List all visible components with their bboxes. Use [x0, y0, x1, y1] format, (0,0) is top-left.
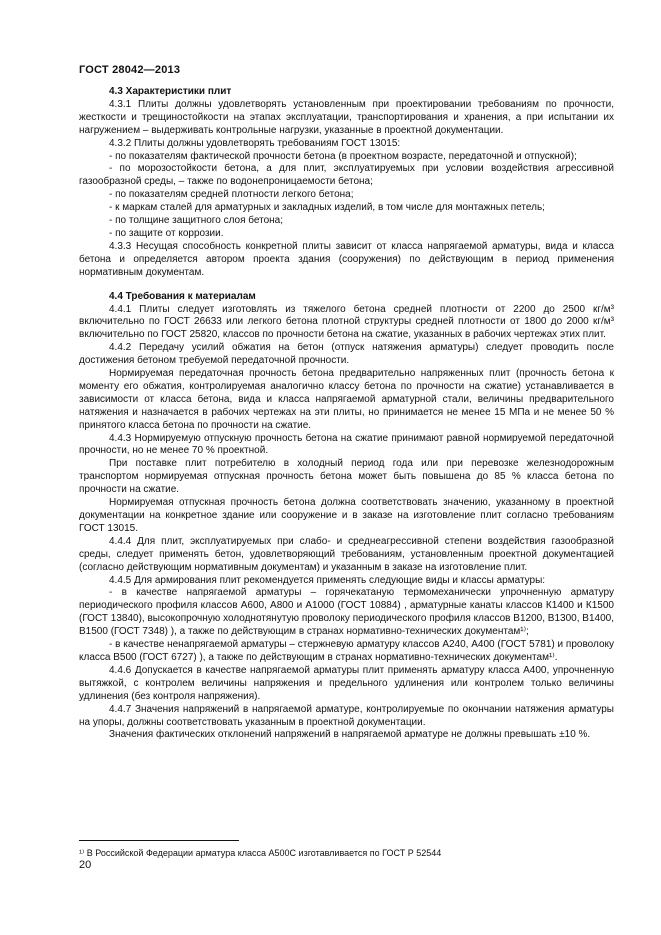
- paragraph: 4.4.5 Для армирования плит рекомендуется применять следующие виды и классы арматуры:: [109, 574, 546, 586]
- section-heading: 4.4 Требования к материалам: [109, 290, 256, 302]
- list-item: - по защите от коррозии.: [109, 227, 224, 239]
- paragraph: Нормируемая отпускная прочность бетона должна соответствовать значению, указанному в проектной документации на конкретное здание или сооружение и в заказе на изготовление плит согласно требованиям ГОСТ 13015.: [79, 497, 614, 534]
- paragraph: 4.4.6 Допускается в качестве напрягаемой арматуры плит применять арматуру класса А400, упрочненную вытяжкой, с контролем величины напряжения и предельного удлинения или контролем только величины удлинения (без контроля напряжения).: [79, 664, 614, 702]
- paragraph: 4.3.3 Несущая способность конкретной плиты зависит от класса напрягаемой арматуры, вида и класса бетона и определяется автором проекта здания (сооружения) по действующим в период применения нормативным документам.: [79, 240, 614, 278]
- paragraph: 4.3.2 Плиты должны удовлетворять требованиям ГОСТ 13015:: [109, 137, 401, 149]
- page-header: ГОСТ 28042—2013: [79, 64, 181, 76]
- paragraph: 4.4.4 Для плит, эксплуатируемых при слабо- и среднеагрессивной степени воздействия газообразной среды, следует применять бетон, удовлетворяющий требованиям, установленным проектной документацией (согласно действующим нормативным документам) и указанным в заказе на изготовление плит.: [79, 535, 614, 573]
- paragraph: 4.4.7 Значения напряжений в напрягаемой арматуре, контролируемые по окончании натяжения арматуры на упоры, должны соответствовать указанным в проектной документации.: [79, 703, 614, 728]
- document-body: [79, 86, 614, 742]
- list-item: - по морозостойкости бетона, а для плит, эксплуатируемых при условии воздействия агрессивной газообразной среды, – также по водонепроницаемости бетона;: [79, 163, 614, 188]
- footnote-divider: [79, 840, 239, 841]
- paragraph: Нормируемая передаточная прочность бетона предварительно напряженных плит (прочность бетона к моменту его обжатия, контролируемая аналогично классу бетона по прочности на сжатие) устанавливается в зависимости от класса бетона, вида и класса напрягаемой арматурной стали, величины предварительного натяжения и назначается в рабочих чертежах на эти плиты, но принимается не менее 15 МПа и не менее 50 % принятого класса бетона по прочности на сжатие.: [79, 368, 614, 431]
- paragraph: 4.4.2 Передачу усилий обжатия на бетон (отпуск натяжения арматуры) следует проводить после достижения бетоном требуемой передаточной прочности.: [79, 342, 614, 367]
- list-item: - по показателям средней плотности легкого бетона;: [109, 189, 354, 201]
- paragraph: При поставке плит потребителю в холодный период года или при перевозке железнодорожным транспортом нормируемая отпускная прочность бетона может быть повышена до 85 % класса бетона по прочности на сжатие.: [79, 458, 614, 496]
- paragraph: 4.4.1 Плиты следует изготовлять из тяжелого бетона средней плотности от 2200 до 2500 кг/м³ включительно по ГОСТ 26633 или легкого бетона плотной структуры средней плотности от 1800 до 2000 кг/м³ включительно по ГОСТ 25820, классов по прочности бетона на сжатие, указанных в рабочих чертежах этих плит.: [79, 303, 614, 341]
- paragraph: 4.3.1 Плиты должны удовлетворять установленным при проектировании требованиям по прочности, жесткости и трещиностойкости на этапах эксплуатации, транспортирования и хранения, а при испытании их нагружением – выдерживать контрольные нагрузки, указанные в проектной документации.: [79, 98, 614, 136]
- list-item: - в качестве напрягаемой арматуры – горячекатаную термомеханически упрочненную арматуру периодического профиля классов А600, А800 и А1000 (ГОСТ 10884) , арматурные канаты классов К1400 и К1500 (ГОСТ 13840), высокопрочную холоднотянутую проволоку периодического профиля классов В1200, В1300, В1400, В1500 (ГОСТ 7348) ), а также по действующим в странах нормативно-технических документам¹⁾;: [79, 587, 614, 638]
- paragraph: Значения фактических отклонений напряжений в напрягаемой арматуре не должны превышать ±10 %.: [109, 729, 591, 741]
- page-number: 20: [79, 859, 92, 871]
- section-heading: 4.3 Характеристики плит: [109, 86, 232, 97]
- list-item: - к маркам сталей для арматурных и закладных изделий, в том числе для монтажных петель;: [109, 202, 545, 214]
- list-item: - в качестве ненапрягаемой арматуры – стержневую арматуру классов А240, А400 (ГОСТ 5781) и проволоку класса В500 (ГОСТ 6727) ), а также по действующим в странах нормативно-технических документам¹⁾.: [79, 639, 614, 663]
- list-item: - по толщине защитного слоя бетона;: [109, 215, 284, 227]
- footnote: ¹⁾ В Российской Федерации арматура класса А500С изготавливается по ГОСТ Р 52544: [79, 848, 442, 858]
- list-item: - по показателям фактической прочности бетона (в проектном возрасте, передаточной и отпускной);: [109, 150, 577, 162]
- paragraph: 4.4.3 Нормируемую отпускную прочность бетона на сжатие принимают равной нормируемой передаточной прочности, но не менее 70 % проектной.: [79, 432, 614, 457]
